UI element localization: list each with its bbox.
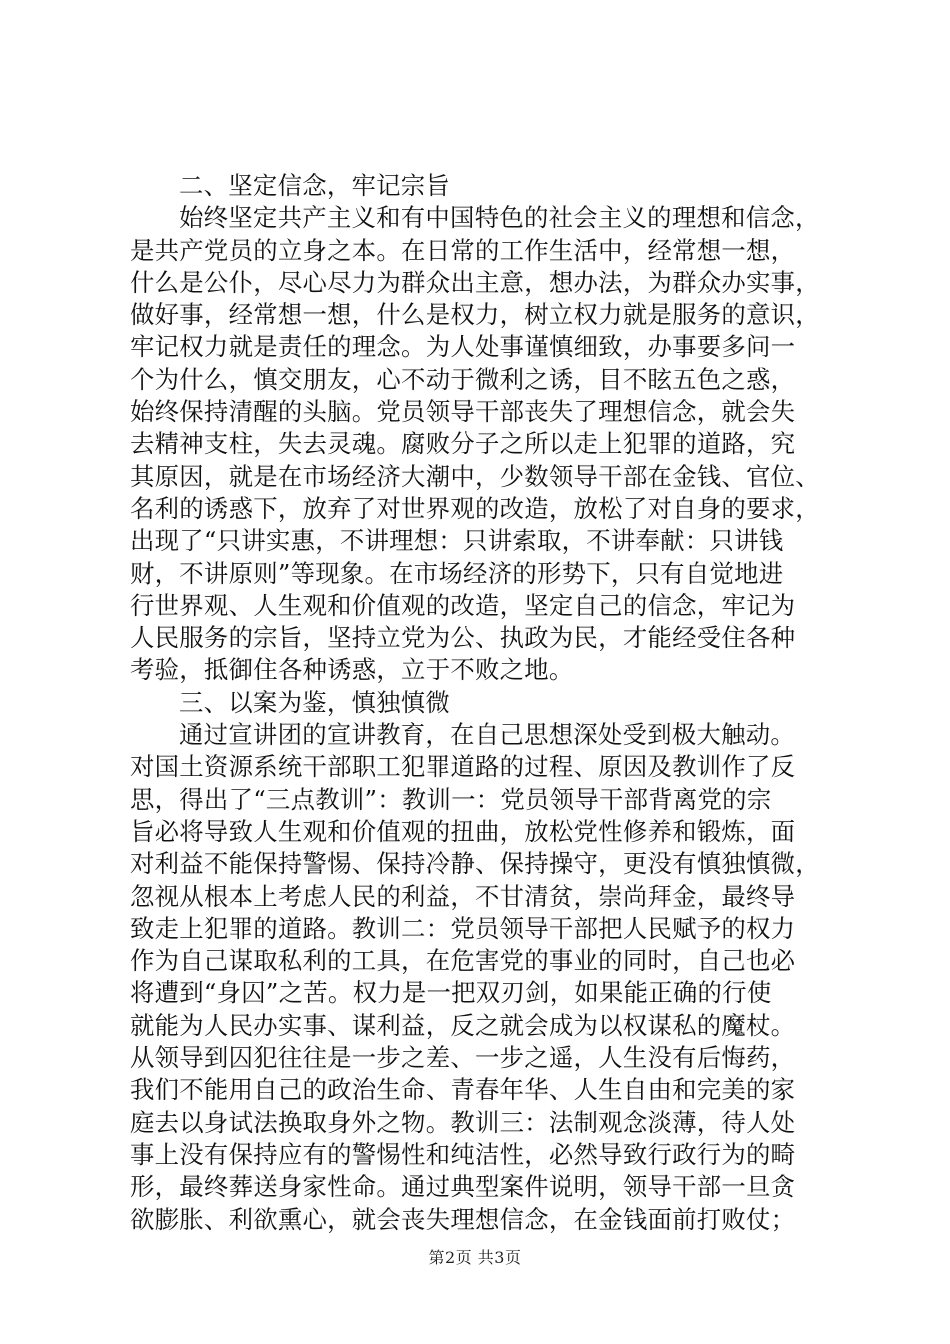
document-body bbox=[130, 170, 830, 1236]
text-line: 形，最终葬送身家性命。通过典型案件说明，领导干部一旦贪 bbox=[130, 1172, 796, 1202]
paragraph-first-line: 三、以案为鉴，慎独慎微 bbox=[179, 687, 451, 717]
text-line: 财，不讲原则”等现象。在市场经济的形势下，只有自觉地进 bbox=[130, 558, 784, 588]
text-line: 什么是公仆，尽心尽力为群众出主意，想办法，为群众办实事， bbox=[130, 267, 820, 297]
text-line: 作为自己谋取私利的工具，在危害党的事业的同时，自己也必 bbox=[130, 946, 796, 976]
text-line: 思，得出了“三点教训”：教训一：党员领导干部背离党的宗 bbox=[130, 784, 772, 814]
text-line: 个为什么，慎交朋友，心不动于微利之诱，目不眩五色之惑， bbox=[130, 364, 796, 394]
text-line: 我们不能用自己的政治生命、青春年华、人生自由和完美的家 bbox=[130, 1075, 796, 1105]
text-line: 做好事，经常想一想，什么是权力，树立权力就是服务的意识， bbox=[130, 300, 820, 330]
text-line: 牢记权力就是责任的理念。为人处事谨慎细致，办事要多问一 bbox=[130, 332, 796, 362]
page-footer: 第2页 共3页 bbox=[428, 1248, 522, 1267]
paragraph-first-line: 二、坚定信念，牢记宗旨 bbox=[179, 171, 451, 200]
paragraph-first-line: 通过宣讲团的宣讲教育，在自己思想深处受到极大触动。 bbox=[179, 720, 796, 750]
paragraph-first-line: 始终坚定共产主义和有中国特色的社会主义的理想和信念， bbox=[179, 203, 820, 233]
text-line: 对利益不能保持警惕、保持冷静、保持操守，更没有慎独慎微， bbox=[130, 849, 820, 879]
text-line: 名利的诱惑下，放弃了对世界观的改造，放松了对自身的要求， bbox=[130, 493, 820, 523]
text-line: 将遭到“身囚”之苦。权力是一把双刃剑，如果能正确的行使 bbox=[130, 978, 772, 1008]
text-line: 致走上犯罪的道路。教训二：党员领导干部把人民赋予的权力 bbox=[130, 913, 796, 943]
text-line: 出现了“只讲实惠，不讲理想：只讲索取，不讲奉献：只讲钱 bbox=[130, 526, 784, 556]
text-line: 人民服务的宗旨，坚持立党为公、执政为民，才能经受住各种 bbox=[130, 623, 796, 653]
text-line: 去精神支柱，失去灵魂。腐败分子之所以走上犯罪的道路，究 bbox=[130, 429, 796, 459]
text-line: 旨必将导致人生观和价值观的扭曲，放松党性修养和锻炼，面 bbox=[130, 816, 796, 846]
text-line: 行世界观、人生观和价值观的改造，坚定自己的信念，牢记为 bbox=[130, 590, 796, 620]
text-line: 从领导到囚犯往往是一步之差、一步之遥，人生没有后悔药， bbox=[130, 1043, 796, 1073]
text-line: 其原因，就是在市场经济大潮中，少数领导干部在金钱、官位、 bbox=[130, 461, 820, 491]
text-line: 考验，抵御住各种诱惑，立于不败之地。 bbox=[130, 655, 574, 685]
text-line: 欲膨胀、利欲熏心，就会丧失理想信念，在金钱面前打败仗； bbox=[130, 1204, 796, 1234]
text-line: 就能为人民办实事、谋利益，反之就会成为以权谋私的魔杖。 bbox=[130, 1010, 796, 1040]
text-line: 庭去以身试法换取身外之物。教训三：法制观念淡薄，待人处 bbox=[130, 1107, 796, 1137]
text-line: 是共产党员的立身之本。在日常的工作生活中，经常想一想， bbox=[130, 235, 796, 265]
text-line: 始终保持清醒的头脑。党员领导干部丧失了理想信念，就会失 bbox=[130, 397, 796, 427]
text-line: 对国土资源系统干部职工犯罪道路的过程、原因及教训作了反 bbox=[130, 752, 796, 782]
text-line: 事上没有保持应有的警惕性和纯洁性，必然导致行政行为的畸 bbox=[130, 1139, 796, 1169]
text-line: 忽视从根本上考虑人民的利益，不甘清贫，崇尚拜金，最终导 bbox=[130, 881, 796, 911]
